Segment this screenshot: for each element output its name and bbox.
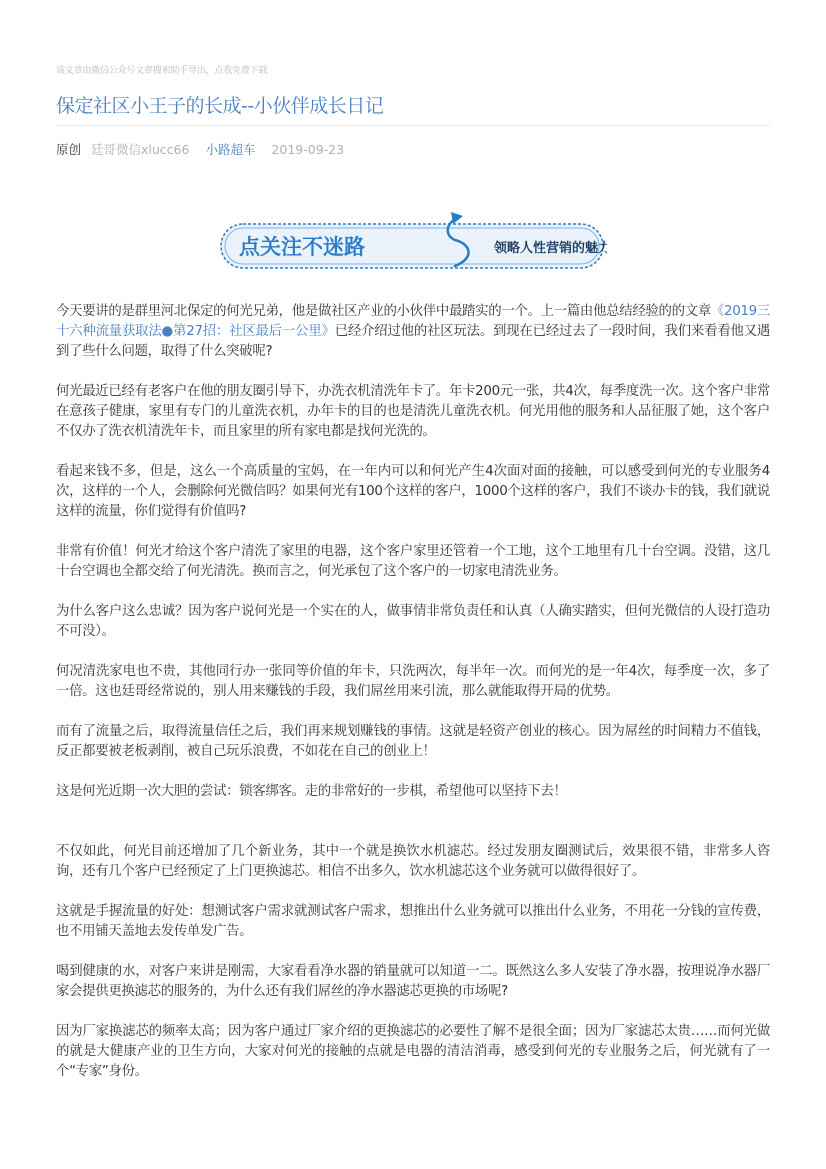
banner-right-text: 领略人性营销的魅力 [494,241,607,256]
paragraph-11: 喝到健康的水，对客户来讲是刚需，大家看看净水器的销量就可以知道一二。既然这么多人安装了净水器，按理说净水器厂家会提供更换滤芯的服务的，为什么还有我们屌丝的净水器滤芯更换的市场呢? [56,964,770,999]
account-link[interactable]: 小路超车 [205,142,256,157]
paragraph-8: 这是何光近期一次大胆的尝试：锁客绑客。走的非常好的一步棋，希望他可以坚持下去！ [56,784,567,799]
paragraph-1 [56,302,770,362]
p1-text-before: 今天要讲的是群里河北保定的何光兄弟，他是做社区产业的小伙伴中最踏实的一个。上一篇由他总结经验的的文章 [56,304,711,319]
original-label: 原创 [56,142,82,157]
article-meta [56,140,344,158]
follow-banner [219,206,607,274]
paragraph-4: 非常有价值！何光才给这个客户清洗了家里的电器，这个客户家里还管着一个工地，这个工地里有几十台空调。没错，这几十台空调也全都交给了何光清洗。换而言之，何光承包了这个客户的一切家电清洗业务。 [56,544,770,579]
author-name: 廷哥微信xlucc66 [91,142,190,157]
publish-date: 2019-09-23 [271,142,345,157]
p1-text-after: 已经介绍过他的社区玩法。到现在已经过去了一段时间，我们来看看他又遇到了些什么问题，取得了什么突破呢? [56,324,770,359]
paragraph-12: 因为厂家换滤芯的频率太高；因为客户通过厂家介绍的更换滤芯的必要性了解不是很全面；因为厂家滤芯太贵……而何光做的就是大健康产业的卫生方向，大家对何光的接触的点就是电器的清洁消毒，感受到何光的专业服务之后，何光就有了一个“专家”身份。 [56,1024,770,1079]
banner-left-text: 点关注不迷路 [239,235,365,259]
title-divider [56,125,770,126]
previous-article-link[interactable]: 《2019三十六种流量获取法●第27招：社区最后一公里》 [56,304,770,339]
article-body [56,302,770,1102]
article-title: 保定社区小王子的长成--小伙伴成长日记 [56,95,384,117]
paragraph-10: 这就是手握流量的好处：想测试客户需求就测试客户需求，想推出什么业务就可以推出什么业务，不用花一分钱的宣传费，也不用铺天盖地去发传单发广告。 [56,904,770,939]
paragraph-9: 不仅如此，何光目前还增加了几个新业务，其中一个就是换饮水机滤芯。经过发朋友圈测试后，效果很不错，非常多人咨询，还有几个客户已经预定了上门更换滤芯。相信不出多久，饮水机滤芯这个业务就可以做得很好了。 [56,844,770,879]
follow-banner-graphic [219,206,607,274]
paragraph-6: 何况清洗家电也不贵，其他同行办一张同等价值的年卡，只洗两次，每半年一次。而何光的是一年4次，每季度一次，多了一倍。这也廷哥经常说的，别人用来赚钱的手段，我们屌丝用来引流，那么就能取得开局的优势。 [56,664,770,699]
arrow-head-icon [451,212,463,224]
paragraph-5: 为什么客户这么忠诚？因为客户说何光是一个实在的人，做事情非常负责任和认真（人确实踏实，但何光微信的人设打造功不可没）。 [56,604,770,639]
paragraph-7: 而有了流量之后，取得流量信任之后，我们再来规划赚钱的事情。这就是轻资产创业的核心。因为屌丝的时间精力不值钱，反正都要被老板剥削，被自己玩乐浪费，不如花在自己的创业上！ [56,724,770,759]
paragraph-3: 看起来钱不多，但是，这么一个高质量的宝妈，在一年内可以和何光产生4次面对面的接触，可以感受到何光的专业服务4次，这样的一个人，会删除何光微信吗？如果何光有100个这样的客户，1000个这样的客户，我们不谈办卡的钱，我们就说这样的流量，你们觉得有价值吗? [56,464,770,519]
source-note[interactable]: 该文章由微信公众号文章搜索助手导出，点我免费下载 [56,66,268,76]
paragraph-2: 何光最近已经有老客户在他的朋友圈引导下，办洗衣机清洗年卡了。年卡200元一张，共4次，每季度洗一次。这个客户非常在意孩子健康，家里有专门的儿童洗衣机，办年卡的目的也是清洗儿童洗衣机。何光用他的服务和人品征服了她，这个客户不仅办了洗衣机清洗年卡，而且家里的所有家电都是找何光洗的。 [56,384,770,439]
